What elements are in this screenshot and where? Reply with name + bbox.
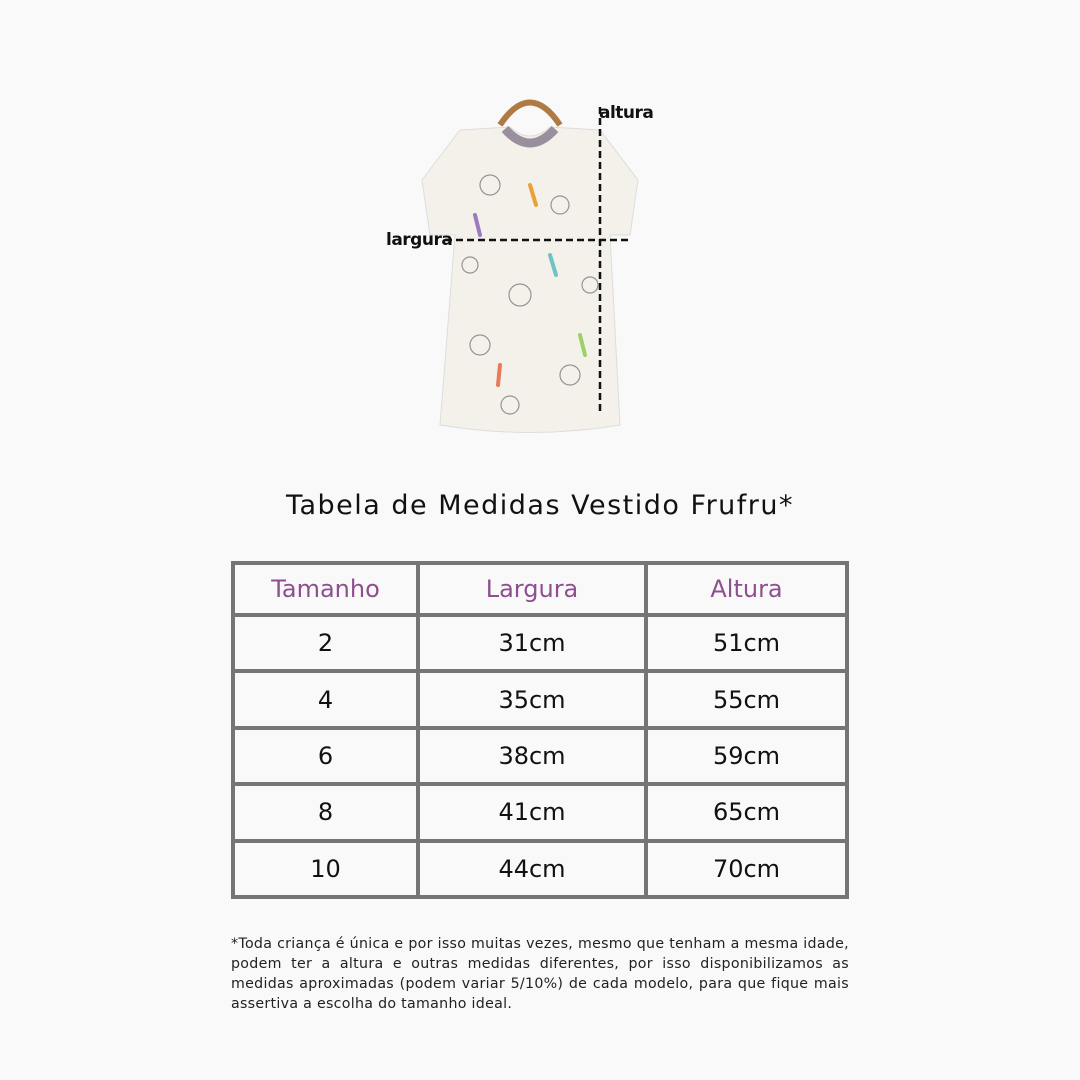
height-cell: 51cm xyxy=(646,615,847,671)
size-cell: 8 xyxy=(233,784,418,840)
table-row xyxy=(233,841,847,897)
width-cell: 38cm xyxy=(418,728,646,784)
size-cell: 10 xyxy=(233,841,418,897)
size-cell: 6 xyxy=(233,728,418,784)
size-cell: 2 xyxy=(233,615,418,671)
page-title: Tabela de Medidas Vestido Frufru* xyxy=(285,490,795,521)
height-cell: 59cm xyxy=(646,728,847,784)
height-cell: 70cm xyxy=(646,841,847,897)
width-cell: 31cm xyxy=(418,615,646,671)
size-cell: 4 xyxy=(233,671,418,727)
height-cell: 65cm xyxy=(646,784,847,840)
header-height: Altura xyxy=(646,563,847,615)
header-size: Tamanho xyxy=(233,563,418,615)
header-width: Largura xyxy=(418,563,646,615)
width-cell: 44cm xyxy=(418,841,646,897)
width-cell: 35cm xyxy=(418,671,646,727)
table-row xyxy=(233,784,847,840)
table-row xyxy=(233,671,847,727)
height-cell: 55cm xyxy=(646,671,847,727)
width-cell: 41cm xyxy=(418,784,646,840)
dress-photo xyxy=(380,85,680,445)
width-label: largura xyxy=(386,230,453,250)
size-table xyxy=(231,561,849,899)
table-row xyxy=(233,728,847,784)
table-header-row xyxy=(233,563,847,615)
table-row xyxy=(233,615,847,671)
footnote: *Toda criança é única e por isso muitas vezes, mesmo que tenham a mesma idade, podem ter a altura e outras medidas diferentes, por isso disponibilizamos as medidas aproximadas (podem variar 5/10%) de cada modelo, para que fique mais assertiva a escolha do tamanho ideal. xyxy=(231,936,849,1012)
height-label: altura xyxy=(599,103,654,123)
